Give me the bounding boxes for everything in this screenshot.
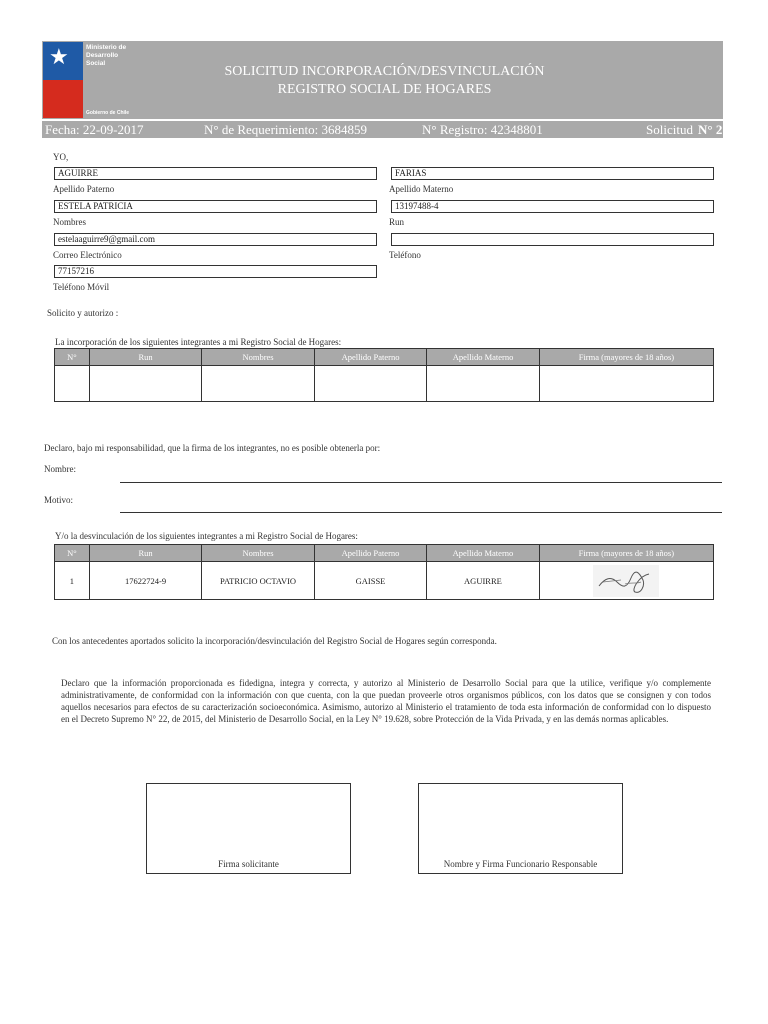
col-apellido-paterno: Apellido Paterno (314, 349, 427, 366)
cell-apellido-materno[interactable] (427, 366, 540, 402)
nombre-label: Nombre: (44, 464, 76, 474)
desvinculacion-table (54, 544, 714, 600)
telefono-field[interactable] (391, 233, 714, 246)
col-nombres: Nombres (202, 349, 315, 366)
cell-firma (539, 562, 713, 600)
apellido-materno-field[interactable]: FARIAS (391, 167, 714, 180)
motivo-label: Motivo: (44, 495, 74, 505)
table-header-row (55, 349, 714, 366)
col-run: Run (89, 545, 201, 562)
col-numero: N° (55, 545, 90, 562)
info-bar (42, 121, 723, 138)
firma-funcionario-label: Nombre y Firma Funcionario Responsable (443, 859, 598, 869)
cell-apellido-materno: AGUIRRE (427, 562, 539, 600)
desvinculacion-caption: Y/o la desvinculación de los siguientes integrantes a mi Registro Social de Hogares: (55, 531, 358, 541)
telefono-movil-field[interactable]: 77157216 (54, 265, 377, 278)
cell-apellido-paterno[interactable] (314, 366, 427, 402)
cell-nombres[interactable] (202, 366, 315, 402)
cell-firma[interactable] (539, 366, 713, 402)
incorporacion-caption: La incorporación de los siguientes integrantes a mi Registro Social de Hogares: (55, 337, 342, 347)
table-header-row (55, 545, 714, 562)
antecedentes-text: Con los antecedentes aportados solicito la incorporación/desvinculación del Registro Social de Hogares según corresponda. (52, 636, 497, 646)
requerimiento-number: N° de Requerimiento: 3684859 (204, 122, 367, 137)
col-apellido-materno: Apellido Materno (427, 349, 540, 366)
col-numero: N° (55, 349, 90, 366)
correo-label: Correo Electrónico (53, 250, 122, 260)
cell-numero[interactable] (55, 366, 90, 402)
fecha: Fecha: 22-09-2017 (45, 122, 144, 137)
col-run: Run (89, 349, 201, 366)
col-firma: Firma (mayores de 18 años) (539, 545, 713, 562)
yo-label: YO, (53, 152, 69, 162)
motivo-line[interactable] (120, 512, 722, 513)
run-label: Run (389, 217, 405, 227)
table-row (55, 366, 714, 402)
declaration-paragraph: Declaro que la información proporcionada es fidedigna, integra y correcta, y autorizo al Ministerio de Desarrollo Social para que la utilice, verifique y/o complemente administrativamente, de conformidad con la información con que cuenta, con la que puedan proveerle otros organismos públicos, con los datos que se consignen y con todos aquellos necesarios para efectos de su caracterización socioeconómica. Asimismo, autorizo al Ministerio el tratamiento de toda esta información de conformidad con lo dispuesto en el Decreto Supremo N° 22, de 2015, del Ministerio de Desarrollo Social, en la Ley N° 19.628, sobre Protección de la Vida Privada, y en las demás normas aplicables. (61, 678, 711, 724)
signature-image (591, 564, 661, 598)
solicito-label: Solicito y autorizo : (47, 308, 119, 318)
registro-number: N° Registro: 42348801 (422, 122, 543, 137)
col-nombres: Nombres (202, 545, 314, 562)
col-apellido-paterno: Apellido Paterno (314, 545, 426, 562)
cell-run: 17622724-9 (89, 562, 201, 600)
firma-solicitante-label: Firma solicitante (218, 859, 279, 869)
apellido-paterno-label: Apellido Paterno (53, 184, 115, 194)
apellido-materno-label: Apellido Materno (389, 184, 454, 194)
nombres-label: Nombres (53, 217, 86, 227)
cell-nombres: PATRICIO OCTAVIO (202, 562, 314, 600)
document-title: SOLICITUD INCORPORACIÓN/DESVINCULACIÓN (224, 64, 545, 79)
nombre-line[interactable] (120, 482, 722, 483)
telefono-movil-label: Teléfono Móvil (53, 282, 110, 292)
document-subtitle: REGISTRO SOCIAL DE HOGARES (277, 82, 492, 97)
cell-apellido-paterno: GAISSE (314, 562, 426, 600)
apellido-paterno-field[interactable]: AGUIRRE (54, 167, 377, 180)
cell-numero: 1 (55, 562, 90, 600)
run-field[interactable]: 13197488-4 (391, 200, 714, 213)
header-banner (42, 41, 723, 119)
incorporacion-table (54, 348, 714, 402)
declaro-firma-text: Declaro, bajo mi responsabilidad, que la firma de los integrantes, no es posible obtenerla por: (44, 443, 381, 453)
star-icon: ★ (49, 44, 69, 69)
ministry-logo-text: Ministerio de Desarrollo Social (86, 44, 127, 67)
ministry-logo (43, 42, 83, 118)
solicitud-label: Solicitud (646, 122, 693, 137)
cell-run[interactable] (89, 366, 201, 402)
telefono-label: Teléfono (389, 250, 421, 260)
col-firma: Firma (mayores de 18 años) (539, 349, 713, 366)
logo-footer: Gobierno de Chile (86, 110, 130, 116)
nombres-field[interactable]: ESTELA PATRICIA (54, 200, 377, 213)
table-row (55, 562, 714, 600)
correo-field[interactable]: estelaaguirre9@gmail.com (54, 233, 377, 246)
col-apellido-materno: Apellido Materno (427, 545, 539, 562)
solicitud-number: N° 2 (698, 122, 723, 137)
